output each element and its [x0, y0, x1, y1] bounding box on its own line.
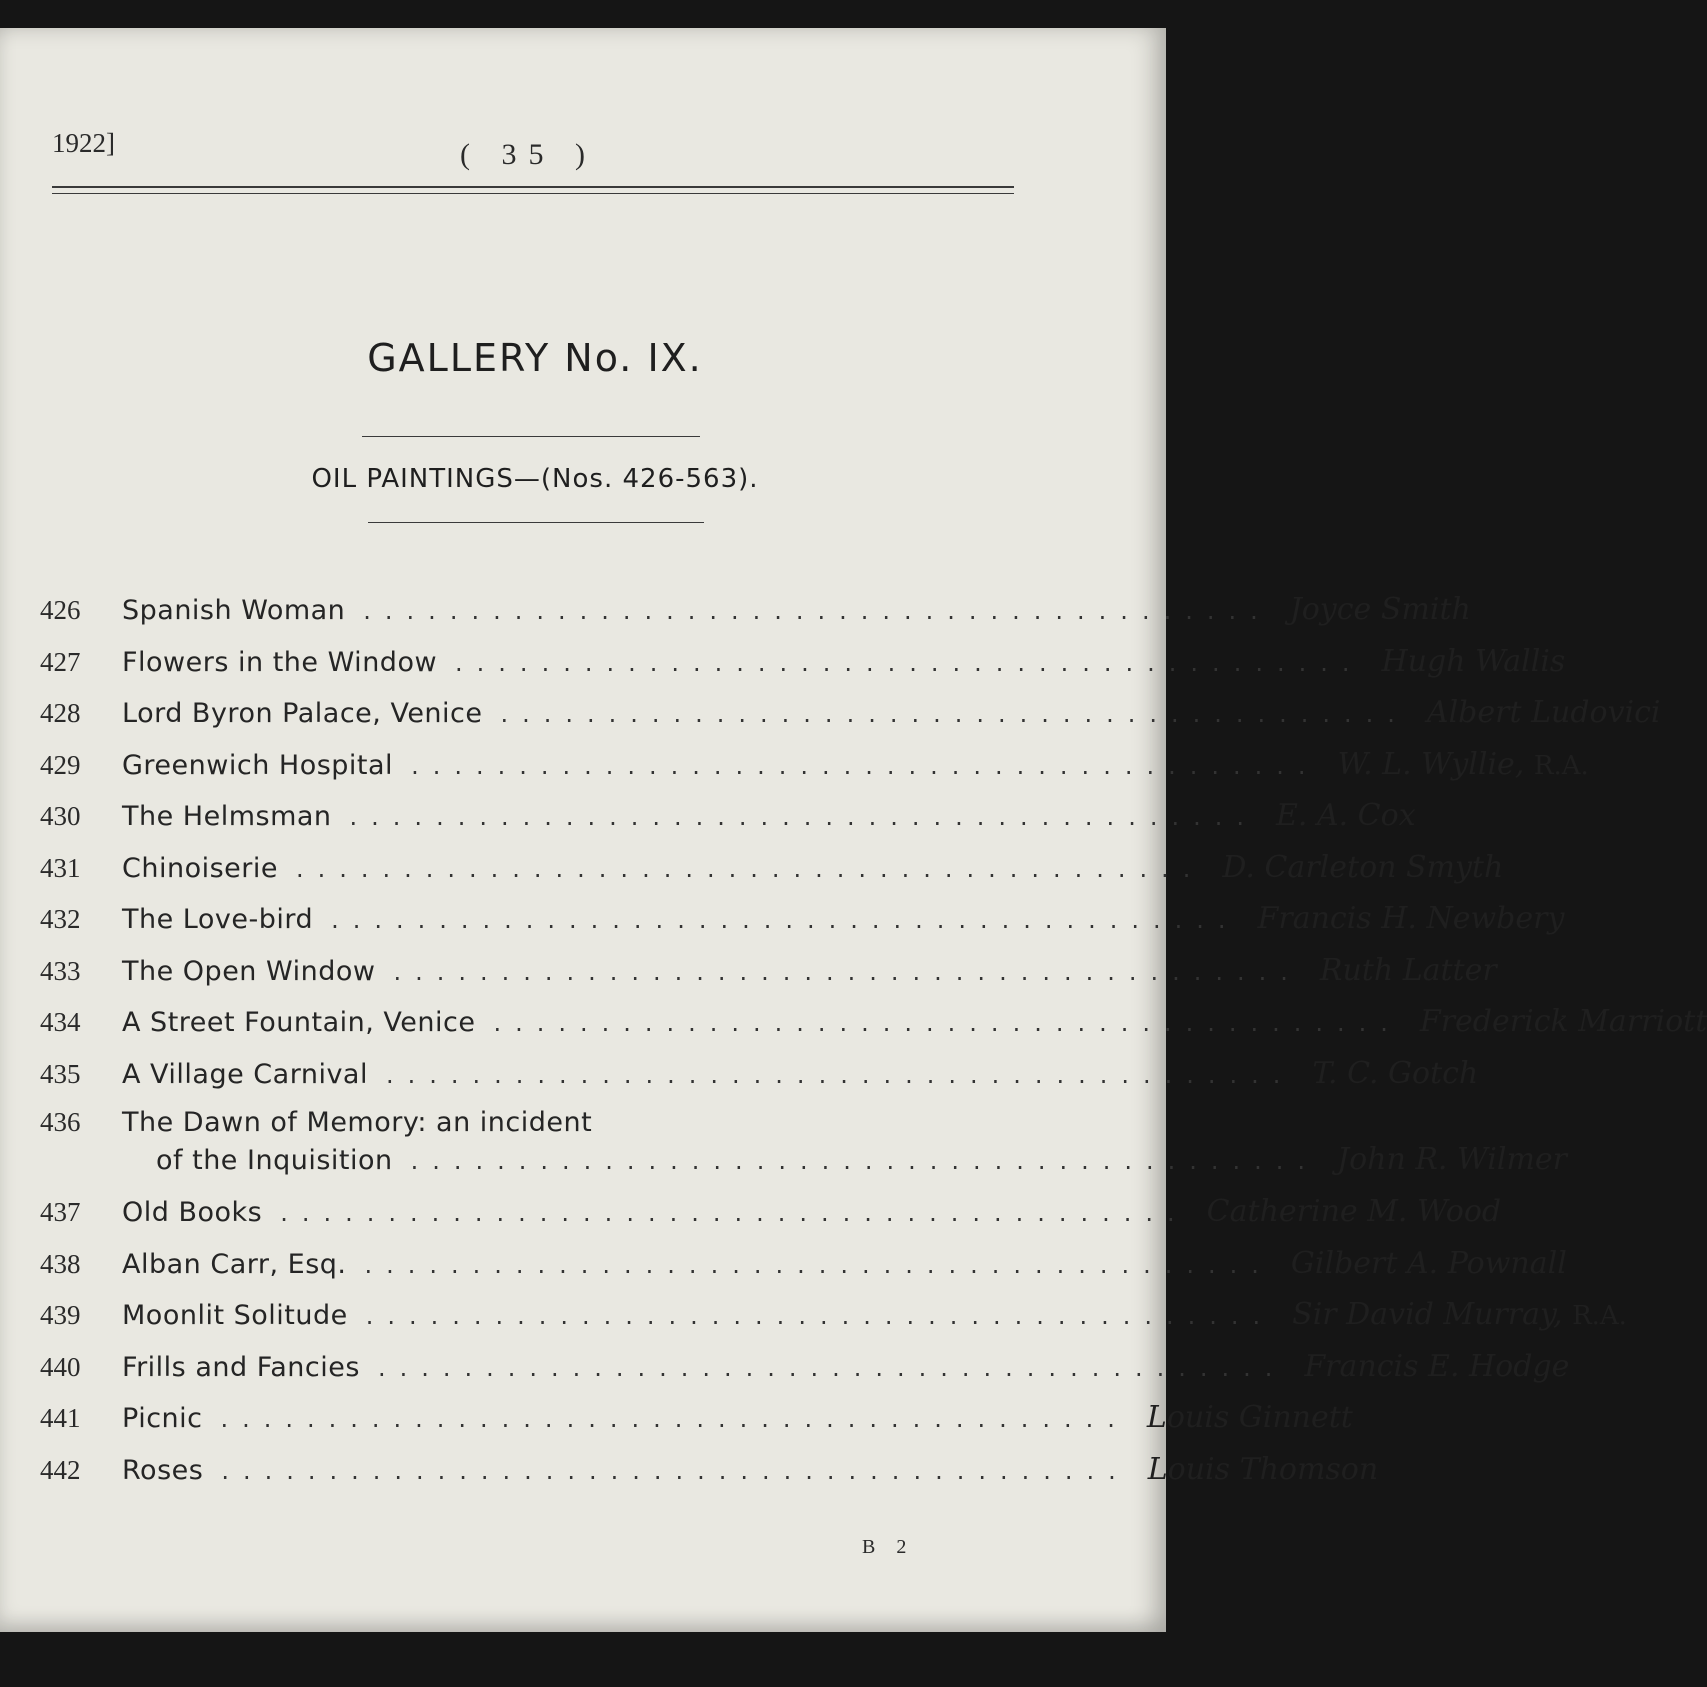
entry-artist: Frederick Marriott	[1419, 1004, 1707, 1039]
entry-artist: Hugh Wallis	[1381, 643, 1566, 679]
header-rule-bottom	[52, 193, 1014, 194]
entry-number: 437	[40, 1197, 81, 1227]
catalogue-entry	[40, 1348, 1570, 1401]
leader-dots: ..........................................	[296, 854, 1205, 883]
artist-honour: R.A.	[1572, 1301, 1627, 1331]
section-subtitle: OIL PAINTINGS—(Nos. 426-563).	[311, 464, 759, 494]
catalogue-entry	[40, 1245, 1567, 1298]
catalogue-entry	[40, 952, 1497, 1005]
entry-artist: Ruth Latter	[1319, 952, 1497, 988]
artist-name: W. L. Wyllie,	[1337, 746, 1525, 782]
entry-number: 431	[40, 852, 81, 883]
entry-title: Alban Carr, Esq.	[122, 1248, 347, 1280]
entry-number: 435	[40, 1058, 81, 1089]
catalogue-entry	[40, 1107, 1568, 1194]
leader-dots: ..........................................	[363, 597, 1272, 625]
entry-title: Spanish Woman	[122, 595, 346, 626]
catalogue-entry	[40, 592, 1471, 644]
leader-dots: ..........................................	[455, 648, 1364, 677]
entry-number: 438	[40, 1248, 81, 1279]
entry-number: 434	[40, 1007, 81, 1037]
entry-title: A Village Carnival	[122, 1058, 368, 1090]
leader-dots: ..........................................	[220, 1405, 1129, 1433]
entry-artist: E. A. Cox	[1275, 798, 1416, 833]
entry-number: 430	[40, 801, 81, 831]
entry-number: 441	[40, 1403, 81, 1433]
entry-title: Roses	[122, 1454, 204, 1486]
leader-dots: ..........................................	[385, 1060, 1295, 1089]
entry-title-continuation	[122, 1142, 1567, 1177]
catalogue-entry	[40, 1004, 1707, 1056]
entry-title: A Street Fountain, Venice	[122, 1007, 476, 1038]
leader-dots: ..........................................	[377, 1353, 1287, 1382]
entry-number: 429	[40, 749, 81, 780]
header-rule-top	[52, 186, 1014, 188]
entry-number: 442	[40, 1454, 81, 1485]
leader-dots: ..........................................	[280, 1199, 1189, 1227]
catalogue-entry	[40, 1055, 1479, 1108]
header-year: 1922]	[52, 128, 115, 158]
entry-multiline	[122, 1107, 1567, 1177]
leader-dots: ..........................................	[331, 906, 1240, 934]
leader-dots: ..........................................	[393, 957, 1302, 986]
entry-artist: Francis H. Newbery	[1257, 901, 1565, 936]
entry-number: 440	[40, 1351, 81, 1382]
entry-artist: D. Carleton Smyth	[1222, 849, 1504, 885]
entry-title: Moonlit Solitude	[122, 1300, 348, 1331]
entry-number: 436	[40, 1107, 81, 1137]
leader-dots: ..........................................	[410, 1147, 1320, 1175]
entry-artist	[1292, 1297, 1627, 1332]
catalogue-entry	[40, 1400, 1353, 1452]
catalogue-entry	[40, 643, 1566, 696]
catalogue-entry	[40, 849, 1504, 902]
catalogue-entry	[40, 901, 1565, 953]
leader-dots: ..........................................	[349, 803, 1258, 831]
leader-dots: ..........................................	[364, 1250, 1273, 1279]
entry-title: Chinoiserie	[122, 852, 278, 884]
catalogue-entry	[40, 1194, 1502, 1246]
entry-artist: Louis Thomson	[1147, 1451, 1379, 1487]
catalogue-entry	[40, 746, 1589, 799]
entry-number: 428	[40, 698, 81, 728]
entry-number: 439	[40, 1300, 81, 1330]
catalogue-page	[0, 28, 1707, 1632]
catalogue-entry	[40, 695, 1661, 747]
entry-artist: Catherine M. Wood	[1206, 1194, 1502, 1229]
entry-number: 432	[40, 904, 81, 934]
entry-number: 426	[40, 595, 81, 625]
entry-title: Lord Byron Palace, Venice	[122, 698, 483, 729]
catalogue-entry	[40, 1451, 1379, 1504]
leader-dots: ..........................................	[365, 1302, 1275, 1330]
entry-artist: John R. Wilmer	[1337, 1142, 1568, 1177]
entry-title: Greenwich Hospital	[122, 749, 394, 781]
entry-title: Picnic	[122, 1403, 203, 1434]
entry-artist: Gilbert A. Pownall	[1290, 1245, 1567, 1281]
leader-dots: ..........................................	[411, 751, 1320, 780]
title-rule	[362, 436, 700, 437]
entry-title-line2: of the Inquisition	[156, 1145, 393, 1176]
gallery-title: GALLERY No. IX.	[367, 336, 703, 380]
entry-title: Flowers in the Window	[122, 646, 438, 678]
catalogue-entries	[40, 592, 1707, 1503]
entry-artist: Albert Ludovici	[1426, 695, 1661, 730]
signature-mark: B 2	[862, 1536, 915, 1558]
entry-title: Frills and Fancies	[122, 1351, 360, 1383]
entry-artist	[1337, 747, 1588, 782]
entry-artist: T. C. Gotch	[1312, 1055, 1479, 1091]
entry-artist: Francis E. Hodge	[1304, 1348, 1570, 1384]
entry-number: 427	[40, 646, 81, 677]
catalogue-entry	[40, 1297, 1627, 1349]
leader-dots: ..........................................	[493, 1009, 1402, 1037]
subtitle-rule	[368, 522, 704, 523]
entry-artist: Joyce Smith	[1289, 592, 1471, 627]
entry-artist: Louis Ginnett	[1146, 1400, 1353, 1435]
entry-number: 433	[40, 955, 81, 986]
artist-honour: R.A.	[1533, 750, 1589, 781]
leader-dots: ..........................................	[500, 700, 1409, 728]
entry-title: The Open Window	[122, 955, 376, 987]
entry-title: Old Books	[122, 1197, 263, 1228]
entry-title: The Helmsman	[122, 801, 332, 832]
entry-title: The Dawn of Memory: an incident	[122, 1107, 593, 1138]
entry-title: The Love-bird	[122, 904, 314, 935]
catalogue-entry	[40, 798, 1416, 850]
leader-dots: ..........................................	[221, 1456, 1130, 1485]
page-number: ( 35 )	[460, 138, 597, 171]
artist-name: Sir David Murray,	[1292, 1297, 1563, 1332]
